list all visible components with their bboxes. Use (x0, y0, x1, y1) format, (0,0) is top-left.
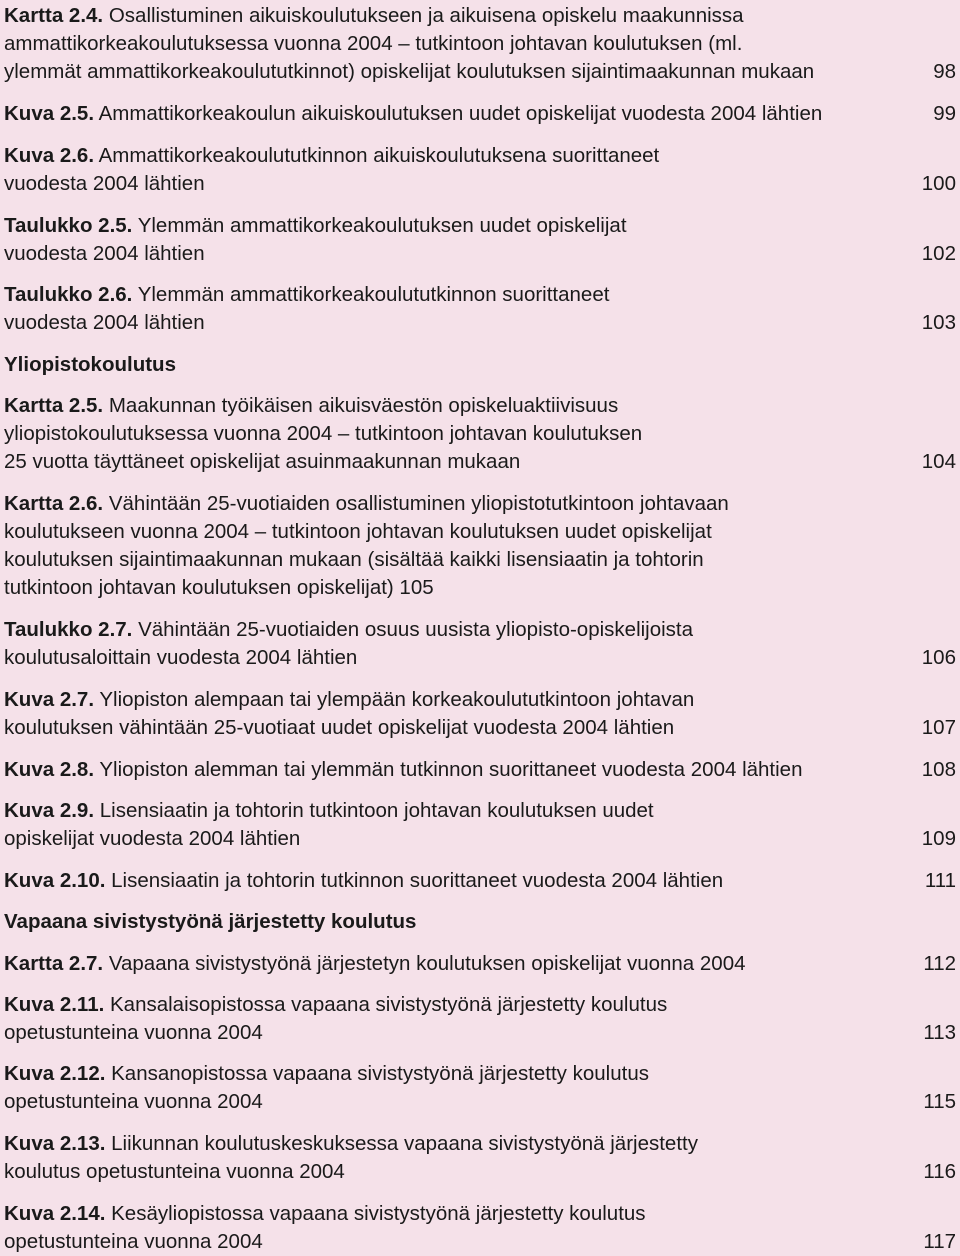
entry-text: koulutuksen vähintään 25-vuotiaat uudet opiskelijat vuodesta 2004 lähtien (4, 716, 675, 739)
toc-entry-kuva-2-11[interactable] (4, 991, 956, 1047)
page-number: 108 (921, 758, 956, 781)
entry-label: Kartta 2.5. (4, 394, 104, 417)
entry-text: koulutukseen vuonna 2004 – tutkintoon johtavan koulutuksen uudet opiskelijat (4, 520, 712, 543)
entry-text: koulutus opetustunteina vuonna 2004 (4, 1160, 345, 1183)
entry-label: Taulukko 2.7. (4, 618, 133, 641)
toc-entry-kuva-2-9[interactable] (4, 797, 956, 853)
entry-text: Vähintään 25-vuotiaiden osuus uusista yliopisto-opiskelijoista (138, 618, 694, 641)
entry-label: Taulukko 2.5. (4, 214, 133, 237)
entry-text: Ammattikorkeakoulun aikuiskoulutuksen uudet opiskelijat vuodesta 2004 lähtien (98, 102, 823, 125)
entry-text: ylemmät ammattikorkeakoulututkinnot) opiskelijat koulutuksen sijaintimaakunnan mukaan (4, 60, 815, 83)
page-number: 116 (923, 1160, 956, 1183)
toc-entry-taulukko-2-5[interactable] (4, 212, 956, 268)
toc-entry-kartta-2-4[interactable] (4, 2, 956, 86)
entry-text: Ylemmän ammattikorkeakoulutuksen uudet opiskelijat (137, 214, 627, 237)
entry-text: Kesäyliopistossa vapaana sivistystyönä järjestetty koulutus (111, 1202, 646, 1225)
entry-text: koulutusaloittain vuodesta 2004 lähtien (4, 646, 358, 669)
entry-label: Kuva 2.11. (4, 993, 105, 1016)
entry-text: yliopistokoulutuksessa vuonna 2004 – tutkintoon johtavan koulutuksen (4, 422, 643, 445)
toc-entry-kartta-2-5[interactable] (4, 392, 956, 476)
toc-entry-kuva-2-13[interactable] (4, 1130, 956, 1186)
entry-text: Lisensiaatin ja tohtorin tutkinnon suorittaneet vuodesta 2004 lähtien (111, 869, 724, 892)
toc-entry-taulukko-2-7[interactable] (4, 616, 956, 672)
page-number: 111 (924, 869, 956, 892)
toc-entry-kuva-2-7[interactable] (4, 686, 956, 742)
entry-text: vuodesta 2004 lähtien (4, 311, 205, 334)
entry-label: Kartta 2.6. (4, 492, 104, 515)
toc-entry-kuva-2-8[interactable] (4, 756, 956, 784)
entry-label: Kartta 2.4. (4, 4, 104, 27)
entry-text: opetustunteina vuonna 2004 (4, 1021, 263, 1044)
entry-text: tutkintoon johtavan koulutuksen opiskelijat) 105 (4, 576, 434, 599)
entry-text: Ammattikorkeakoulututkinnon aikuiskoulutuksena suorittaneet (98, 144, 660, 167)
toc-entry-kuva-2-14[interactable] (4, 1200, 956, 1256)
section-heading-vapaa-sivistystyo: Vapaana sivistystyönä järjestetty koulutus (4, 910, 417, 933)
toc-entry-kartta-2-6[interactable] (4, 490, 956, 602)
entry-text: Liikunnan koulutuskeskuksessa vapaana sivistystyönä järjestetty (111, 1132, 698, 1155)
entry-text: Lisensiaatin ja tohtorin tutkintoon johtavan koulutuksen uudet (99, 799, 654, 822)
entry-label: Kuva 2.7. (4, 688, 95, 711)
page-number: 100 (921, 172, 956, 195)
entry-label: Taulukko 2.6. (4, 283, 133, 306)
entry-label: Kuva 2.10. (4, 869, 106, 892)
entry-text: Vähintään 25-vuotiaiden osallistuminen yliopistotutkintoon johtavaan (108, 492, 729, 515)
entry-label: Kartta 2.7. (4, 952, 104, 975)
page-number: 117 (923, 1230, 956, 1253)
page-number: 107 (921, 716, 956, 739)
entry-text: ammattikorkeakoulutuksessa vuonna 2004 – tutkintoon johtavan koulutuksen (ml. (4, 32, 743, 55)
entry-label: Kuva 2.13. (4, 1132, 106, 1155)
toc-entry-kartta-2-7[interactable] (4, 950, 956, 978)
entry-text: Osallistuminen aikuiskoulutukseen ja aikuisena opiskelu maakunnissa (108, 4, 744, 27)
entry-text: Vapaana sivistystyönä järjestetyn koulutuksen opiskelijat vuonna 2004 (108, 952, 746, 975)
toc-entry-kuva-2-6[interactable] (4, 142, 956, 198)
page-number: 109 (921, 827, 956, 850)
entry-label: Kuva 2.5. (4, 102, 95, 125)
entry-text: Yliopiston alemman tai ylemmän tutkinnon suorittaneet vuodesta 2004 lähtien (99, 758, 803, 781)
page-number: 104 (921, 450, 956, 473)
page-number: 103 (921, 311, 956, 334)
toc-entry-kuva-2-12[interactable] (4, 1060, 956, 1116)
entry-label: Kuva 2.14. (4, 1202, 106, 1225)
entry-label: Kuva 2.12. (4, 1062, 106, 1085)
page-number: 112 (923, 952, 956, 975)
entry-text: koulutuksen sijaintimaakunnan mukaan (sisältää kaikki lisensiaatin ja tohtorin (4, 548, 704, 571)
entry-label: Kuva 2.9. (4, 799, 95, 822)
entry-text: vuodesta 2004 lähtien (4, 242, 205, 265)
page-number: 115 (923, 1090, 956, 1113)
page-number: 99 (933, 102, 956, 125)
entry-text: opetustunteina vuonna 2004 (4, 1090, 263, 1113)
entry-label: Kuva 2.6. (4, 144, 95, 167)
toc-entry-kuva-2-5[interactable] (4, 100, 956, 128)
page-number: 98 (933, 60, 956, 83)
page-number: 102 (921, 242, 956, 265)
page-number: 106 (921, 646, 956, 669)
entry-text: 25 vuotta täyttäneet opiskelijat asuinmaakunnan mukaan (4, 450, 521, 473)
entry-text: Kansalaisopistossa vapaana sivistystyönä järjestetty koulutus (110, 993, 668, 1016)
section-heading-yliopistokoulutus: Yliopistokoulutus (4, 353, 176, 376)
entry-text: Yliopiston alempaan tai ylempään korkeakoulututkintoon johtavan (99, 688, 695, 711)
entry-text: Maakunnan työikäisen aikuisväestön opiskeluaktiivisuus (108, 394, 619, 417)
entry-text: vuodesta 2004 lähtien (4, 172, 205, 195)
entry-text: Ylemmän ammattikorkeakoulututkinnon suorittaneet (137, 283, 610, 306)
entry-text: Kansanopistossa vapaana sivistystyönä järjestetty koulutus (111, 1062, 649, 1085)
entry-text: opiskelijat vuodesta 2004 lähtien (4, 827, 301, 850)
toc-entry-taulukko-2-6[interactable] (4, 281, 956, 337)
toc-entry-kuva-2-10[interactable] (4, 867, 956, 895)
page-number: 113 (923, 1021, 956, 1044)
entry-text: opetustunteina vuonna 2004 (4, 1230, 263, 1253)
entry-label: Kuva 2.8. (4, 758, 95, 781)
